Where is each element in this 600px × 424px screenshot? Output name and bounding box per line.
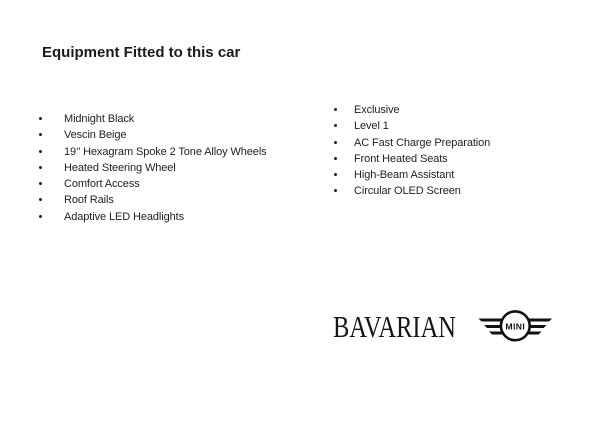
equipment-item-label: Midnight Black xyxy=(64,113,135,125)
equipment-item xyxy=(334,151,490,167)
equipment-item xyxy=(39,160,267,176)
equipment-item xyxy=(334,102,490,118)
bullet-icon xyxy=(334,141,337,144)
equipment-item-label: Circular OLED Screen xyxy=(354,185,461,198)
equipment-item-label: Roof Rails xyxy=(64,194,114,207)
mini-wings-icon xyxy=(477,302,554,350)
equipment-item xyxy=(39,127,267,143)
equipment-item xyxy=(334,167,490,183)
equipment-item-label: Heated Steering Wheel xyxy=(64,161,176,174)
equipment-item-label: Vescin Beige xyxy=(64,129,127,142)
equipment-item-label: Level 1 xyxy=(354,120,389,133)
equipment-list-left xyxy=(39,111,267,225)
dealer-wordmark: BAVARIAN xyxy=(333,309,456,344)
bullet-icon xyxy=(39,182,42,185)
bullet-icon xyxy=(334,189,337,192)
equipment-item xyxy=(39,111,267,127)
equipment-item-label: Adaptive LED Headlights xyxy=(64,210,184,223)
equipment-item-label: Comfort Access xyxy=(64,178,140,191)
equipment-item xyxy=(334,118,490,134)
equipment-item-label: High-Beam Assistant xyxy=(354,169,455,182)
bullet-icon xyxy=(39,133,42,136)
equipment-item xyxy=(334,135,490,151)
equipment-item-label: Front Heated Seats xyxy=(354,152,448,165)
bullet-icon xyxy=(39,117,42,120)
bullet-icon xyxy=(39,215,42,218)
bullet-icon xyxy=(334,173,337,176)
equipment-item-label: AC Fast Charge Preparation xyxy=(354,136,491,149)
bullet-icon xyxy=(334,124,337,127)
equipment-item xyxy=(39,176,267,192)
equipment-item xyxy=(39,209,267,225)
equipment-item-label: 19’’ Hexagram Spoke 2 Tone Alloy Wheels xyxy=(64,145,267,158)
equipment-item-label: Exclusive xyxy=(354,104,400,116)
page-title: Equipment Fitted to this car xyxy=(42,44,241,61)
equipment-list-right xyxy=(334,102,490,200)
equipment-item xyxy=(334,183,490,199)
bullet-icon xyxy=(39,150,42,153)
mini-logo-text: MINI xyxy=(505,321,526,332)
equipment-item xyxy=(39,144,267,160)
equipment-item xyxy=(39,192,267,208)
bullet-icon xyxy=(39,166,42,169)
bullet-icon xyxy=(334,157,337,160)
bullet-icon xyxy=(39,198,42,201)
bullet-icon xyxy=(334,108,337,111)
